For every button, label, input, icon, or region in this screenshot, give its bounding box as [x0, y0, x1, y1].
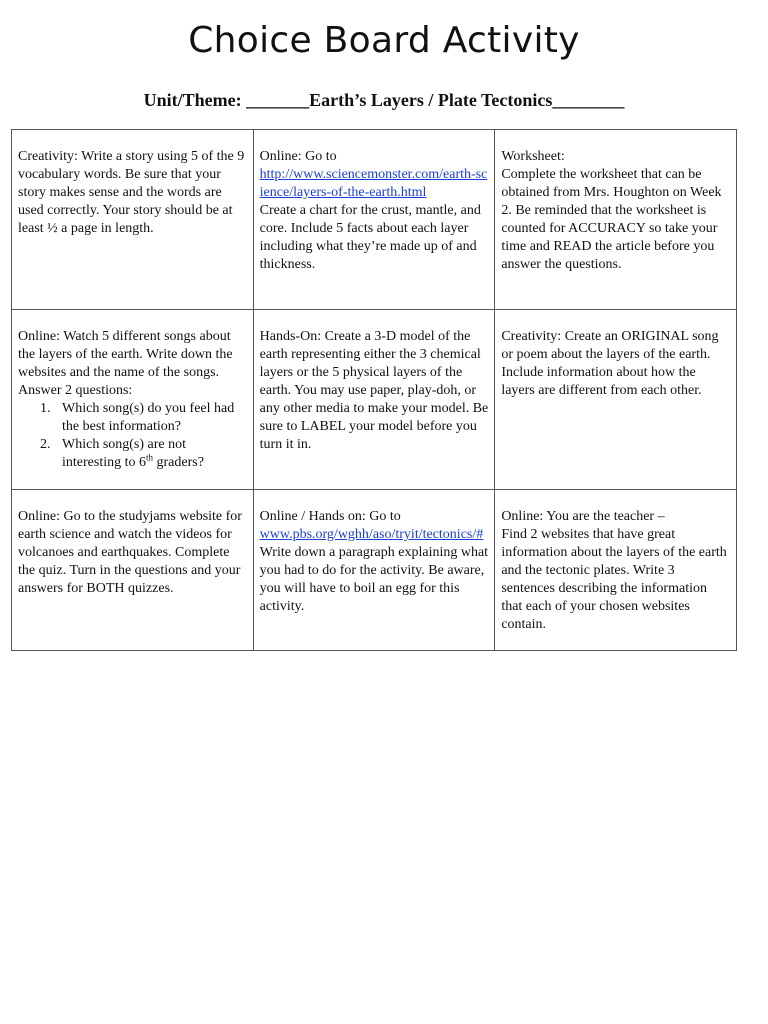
cell-text: Complete the worksheet that can be obtained from Mrs. Houghton on Week 2. Be reminded that the worksheet is counted for ACCURACY so take your time and READ the article before you answer the questions. [501, 167, 722, 272]
table-row [12, 130, 737, 310]
unit-theme-heading: Unit/Theme: _______Earth’s Layers / Plate Tectonics________ [143, 90, 625, 110]
choice-board-table [11, 129, 737, 651]
choice-cell-online-chart [253, 130, 495, 310]
choice-cell-studyjams [12, 490, 254, 651]
question-number: 1. [40, 401, 51, 416]
cell-prefix: Online / Hands on: Go to [259, 509, 401, 524]
cell-text: Online: Watch 5 different songs about the layers of the earth. Write down the websites and the name of the songs. Answer 2 questions: [18, 329, 233, 398]
ordinal-superscript: th [146, 452, 154, 463]
page-title: Choice Board Activity [188, 20, 580, 61]
cell-heading: Online: You are the teacher – [501, 509, 665, 524]
cell-text: Find 2 websites that have great information about the layers of the earth and the tectonic plates. Write 3 sentences describing the information that each of your chosen websites contain. [501, 527, 727, 632]
cell-text: Hands-On: Create a 3-D model of the earth representing either the 3 chemical layers or the 5 physical layers of the earth. You may use paper, play-doh, or any other media to make your model. Be sure to LABEL your model before you turn it in. [259, 329, 489, 452]
pbs-link[interactable]: www.pbs.org/wghh/aso/tryit/tectonics/# [259, 527, 484, 542]
question-list [18, 400, 247, 472]
cell-text: Online: Go to the studyjams website for earth science and watch the videos for volcanoes and earthquakes. Complete the quiz. Turn in the questions and your answers for BOTH quizzes. [18, 509, 242, 596]
choice-cell-creativity-story [12, 130, 254, 310]
question-text-end: graders? [153, 455, 204, 470]
cell-text: Write down a paragraph explaining what you had to do for the activity. Be aware, you will have to boil an egg for this activity. [259, 545, 489, 614]
question-number: 2. [40, 437, 51, 452]
question-text: Which song(s) do you feel had the best information? [62, 401, 235, 434]
question-text-start: Which song(s) are not interesting to 6 [62, 437, 187, 470]
cell-prefix: Online: Go to [259, 149, 337, 164]
cell-text: Creativity: Create an ORIGINAL song or poem about the layers of the earth. Include information about how the layers are different from each other. [501, 329, 719, 398]
cell-text: Create a chart for the crust, mantle, and core. Include 5 facts about each layer including what they’re made up of and thickness. [259, 203, 481, 272]
table-row [12, 490, 737, 651]
cell-heading: Worksheet: [501, 149, 565, 164]
choice-cell-teacher [495, 490, 737, 651]
choice-cell-creativity-song [495, 310, 737, 490]
choice-cell-worksheet [495, 130, 737, 310]
cell-text: Creativity: Write a story using 5 of the 9 vocabulary words. Be sure that your story makes sense and the words are used correctly. Your story should be at least ½ a page in length. [18, 149, 245, 236]
choice-cell-online-songs [12, 310, 254, 490]
question-item [18, 436, 247, 472]
question-text [62, 437, 204, 470]
question-item [18, 400, 247, 436]
table-row [12, 310, 737, 490]
choice-cell-hands-on-model [253, 310, 495, 490]
sciencemonster-link[interactable]: http://www.sciencemonster.com/earth-science/layers-of-the-earth.html [259, 167, 488, 200]
choice-cell-pbs-activity [253, 490, 495, 651]
